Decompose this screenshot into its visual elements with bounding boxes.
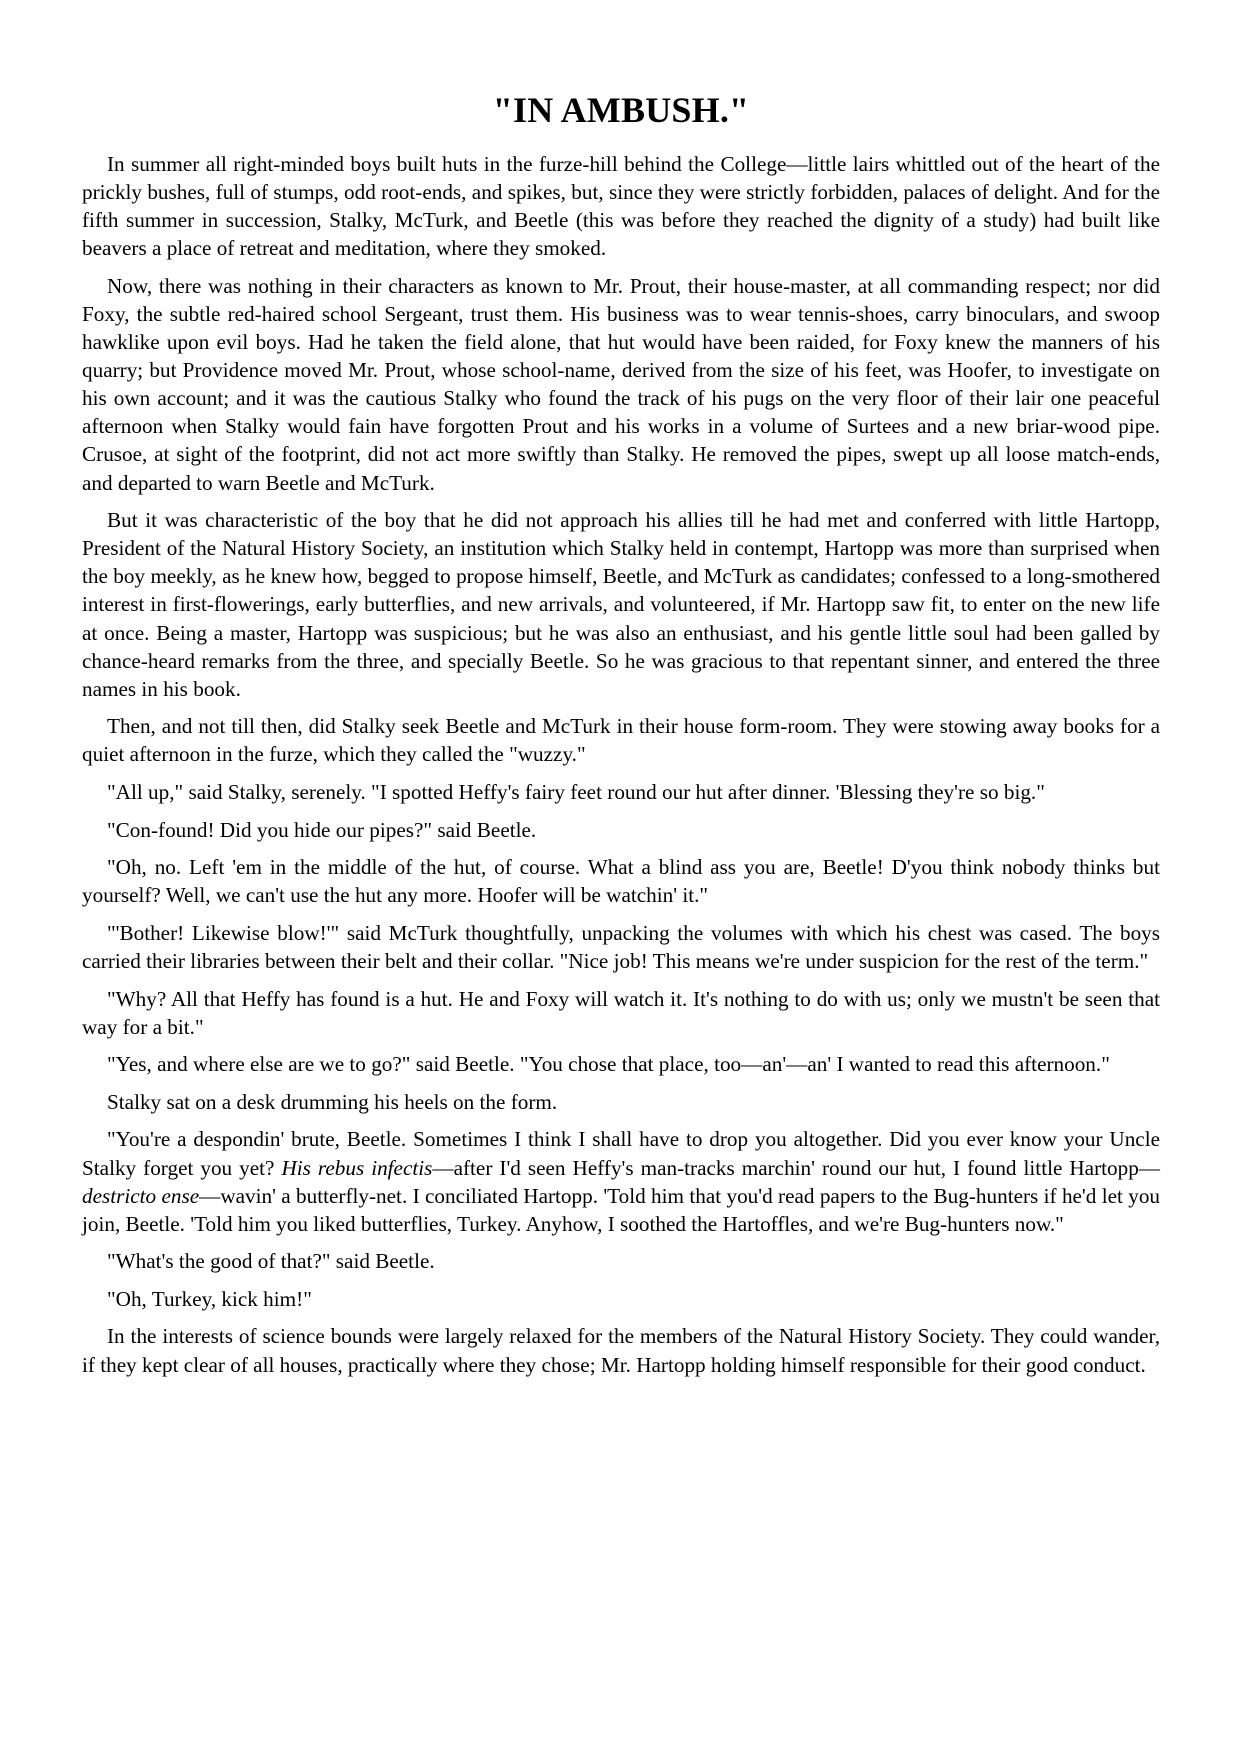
paragraph: Now, there was nothing in their characters as known to Mr. Prout, their house-master, at all commanding respect; nor did Foxy, the subtle red-haired school Sergeant, trust them. His business was to wear tennis-shoes, carry binoculars, and swoop hawklike upon evil boys. Had he taken the field alone, that hut would have been raided, for Foxy knew the manners of his quarry; but Providence moved Mr. Prout, whose school-name, derived from the size of his feet, was Hoofer, to investigate on his own account; and it was the cautious Stalky who found the track of his pugs on the very floor of their lair one peaceful afternoon when Stalky would fain have forgotten Prout and his works in a volume of Surtees and a new briar-wood pipe. Crusoe, at sight of the footprint, did not act more swiftly than Stalky. He removed the pipes, swept up all loose match-ends, and departed to warn Beetle and McTurk. — [82, 273, 1160, 495]
latin-phrase: destricto ense — [82, 1183, 200, 1208]
paragraph: "Why? All that Heffy has found is a hut. He and Foxy will watch it. It's nothing to do with us; only we mustn't be seen that way for a bit." — [82, 986, 1160, 1039]
paragraph-text: —wavin' a butterfly-net. I conciliated Hartopp. 'Told him that you'd read papers to the Bug-hunters if he'd let you join, Beetle. 'Told him you liked butterflies, Turkey. Anyhow, I soothed the Hartoffles, and we're Bug-hunters now." — [82, 1183, 1161, 1236]
paragraph: In summer all right-minded boys built huts in the furze-hill behind the College—little lairs whittled out of the heart of the prickly bushes, full of stumps, odd root-ends, and spikes, but, since they were strictly forbidden, palaces of delight. And for the fifth summer in succession, Stalky, McTurk, and Beetle (this was before they reached the dignity of a study) had built like beavers a place of retreat and meditation, where they smoked. — [82, 152, 1160, 261]
paragraph: In the interests of science bounds were largely relaxed for the members of the Natural History Society. They could wander, if they kept clear of all houses, practically where they chose; Mr. Hartopp holding himself responsible for their good conduct. — [82, 1324, 1160, 1377]
paragraph-text: "You're a despondin' brute, Beetle. Sometimes I think I shall have to drop you altogether. Did you ever know your Uncle Stalky forget you yet? — [82, 1127, 1160, 1180]
paragraph: "'Bother! Likewise blow!'" said McTurk thoughtfully, unpacking the volumes with which his chest was cased. The boys carried their libraries between their belt and their collar. "Nice job! This means we're under suspicion for the rest of the term." — [82, 920, 1160, 973]
paragraph: But it was characteristic of the boy that he did not approach his allies till he had met and conferred with little Hartopp, President of the Natural History Society, an institution which Stalky held in contempt, Hartopp was more than surprised when the boy meekly, as he knew how, begged to propose himself, Beetle, and McTurk as candidates; confessed to a long-smothered interest in first-flowerings, early butterflies, and new arrivals, and volunteered, if Mr. Hartopp saw fit, to enter on the new life at once. Being a master, Hartopp was suspicious; but he was also an enthusiast, and his gentle little soul had been galled by chance-heard remarks from the three, and specially Beetle. So he was gracious to that repentant sinner, and entered the three names in his book. — [82, 508, 1160, 701]
paragraph: "Yes, and where else are we to go?" said Beetle. "You chose that place, too—an'—an' I wanted to read this afternoon." — [107, 1052, 1110, 1077]
paragraph: Stalky sat on a desk drumming his heels on the form. — [107, 1089, 558, 1114]
paragraph-text: —after I'd seen Heffy's man-tracks marchin' round our hut, I found little Hartopp— — [432, 1155, 1160, 1180]
paragraph: "Oh, Turkey, kick him!" — [107, 1286, 312, 1311]
page — [82, 88, 1160, 1388]
paragraph: "Con-found! Did you hide our pipes?" said Beetle. — [107, 817, 537, 842]
paragraph — [82, 1125, 1160, 1237]
chapter-title: "IN AMBUSH." — [492, 90, 750, 130]
paragraph: "All up," said Stalky, serenely. "I spotted Heffy's fairy feet round our hut after dinner. 'Blessing they're so big." — [107, 779, 1045, 804]
paragraph: "What's the good of that?" said Beetle. — [107, 1249, 435, 1274]
latin-phrase: His rebus infectis — [281, 1155, 433, 1180]
paragraph: Then, and not till then, did Stalky seek Beetle and McTurk in their house form-room. They were stowing away books for a quiet afternoon in the furze, which they called the "wuzzy." — [82, 714, 1160, 767]
paragraph: "Oh, no. Left 'em in the middle of the hut, of course. What a blind ass you are, Beetle! D'you think nobody thinks but yourself? Well, we can't use the hut any more. Hoofer will be watchin' it." — [82, 855, 1160, 908]
